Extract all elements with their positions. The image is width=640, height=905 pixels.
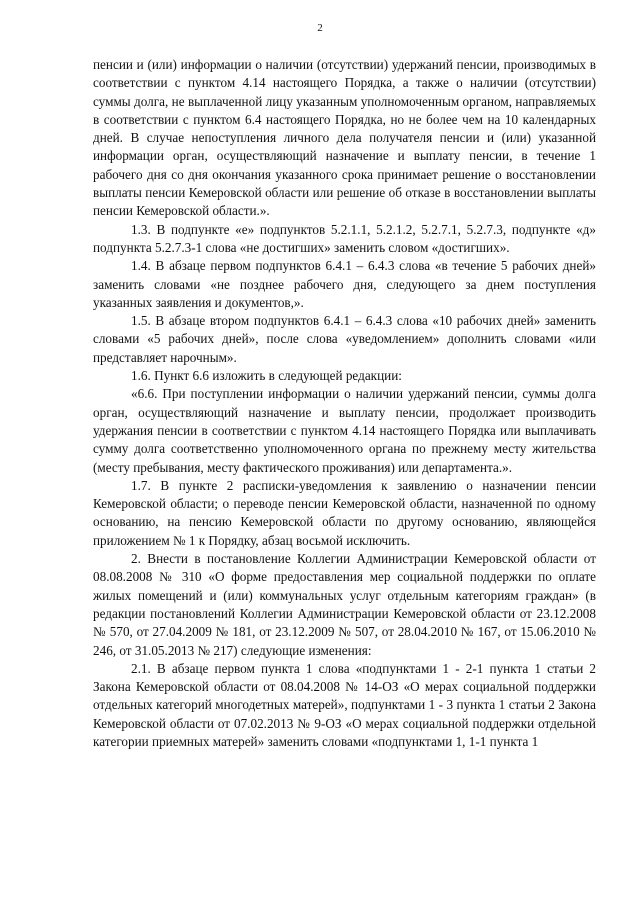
paragraph-2: 2. Внести в постановление Коллегии Администрации Кемеровской области от 08.08.2008 № 310 «О форме предоставления мер социальной поддержки по оплате жилых помещений и (или) коммунальных услуг отдельным категориям граждан» (в редакции постановлений Коллегии Администрации Кемеровской области от 23.12.2008 № 570, от 27.04.2009 № 181, от 23.12.2009 № 507, от 28.04.2010 № 167, от 15.06.2010 № 246, от 31.05.2013 № 217) следующие изменения: bbox=[93, 551, 596, 658]
paragraph-1-3: 1.3. В подпункте «е» подпунктов 5.2.1.1, 5.2.1.2, 5.2.7.1, 5.2.7.3, подпункте «д» подпункта 5.2.7.3-1 слова «не достигших» заменить словом «достигших». bbox=[93, 221, 596, 255]
paragraph-6-6-quote: «6.6. При поступлении информации о наличии удержаний пенсии, суммы долга орган, осуществляющий назначение и выплату пенсии, продолжает производить удержания пенсии в соответствии с пунктом 4.14 настоящего Порядка или выплачивать сумму долга соответственно уполномоченного органа по прежнему месту жительства (месту пребывания, месту фактического проживания) или департамента.». bbox=[93, 386, 596, 475]
paragraph-2-1: 2.1. В абзаце первом пункта 1 слова «подпунктами 1 - 2-1 пункта 1 статьи 2 Закона Кемеровской области от 08.04.2008 № 14-ОЗ «О мерах социальной поддержки отдельных категорий многодетных матерей», подпунктами 1 - 3 пункта 1 статьи 2 Закона Кемеровской области от 07.02.2013 № 9-ОЗ «О мерах социальной поддержки отдельной категории приемных матерей» заменить словами «подпунктами 1, 1-1 пункта 1 bbox=[93, 660, 596, 749]
page-number: 2 bbox=[317, 22, 323, 34]
paragraph-continuation: пенсии и (или) информации о наличии (отсутствии) удержаний пенсии, производимых в соответствии с пунктом 4.14 настоящего Порядка, а также о наличии (отсутствии) суммы долга, не выплаченной лицу указанным уполномоченным органом, направляемых в соответствии с пунктом 6.4 настоящего Порядка, но не более чем на 10 календарных дней. В случае непоступления личного дела получателя пенсии и (или) указанной информации орган, осуществляющий назначение и выплату пенсии, в течение 1 рабочего дня со дня окончания указанного срока принимает решение о восстановлении выплаты пенсии Кемеровской области или решение об отказе в восстановлении выплаты пенсии Кемеровской области.». bbox=[93, 57, 596, 219]
paragraph-1-4: 1.4. В абзаце первом подпунктов 6.4.1 – 6.4.3 слова «в течение 5 рабочих дней» заменить словами «не позднее рабочего дня, следующего за днем поступления указанных заявления и документов,». bbox=[93, 258, 596, 310]
paragraph-1-6: 1.6. Пункт 6.6 изложить в следующей редакции: bbox=[131, 368, 402, 384]
paragraph-1-7: 1.7. В пункте 2 расписки-уведомления к заявлению о назначении пенсии Кемеровской области; о переводе пенсии Кемеровской области, назначенной по одному основанию, на пенсию Кемеровской области по другому основанию, являющейся приложением № 1 к Порядку, абзац восьмой исключить. bbox=[93, 477, 596, 548]
document-body bbox=[93, 56, 596, 751]
paragraph-1-5: 1.5. В абзаце втором подпунктов 6.4.1 – 6.4.3 слова «10 рабочих дней» заменить словами «5 рабочих дней», после слова «уведомлением» дополнить словами «или представляет нарочным». bbox=[93, 313, 596, 365]
